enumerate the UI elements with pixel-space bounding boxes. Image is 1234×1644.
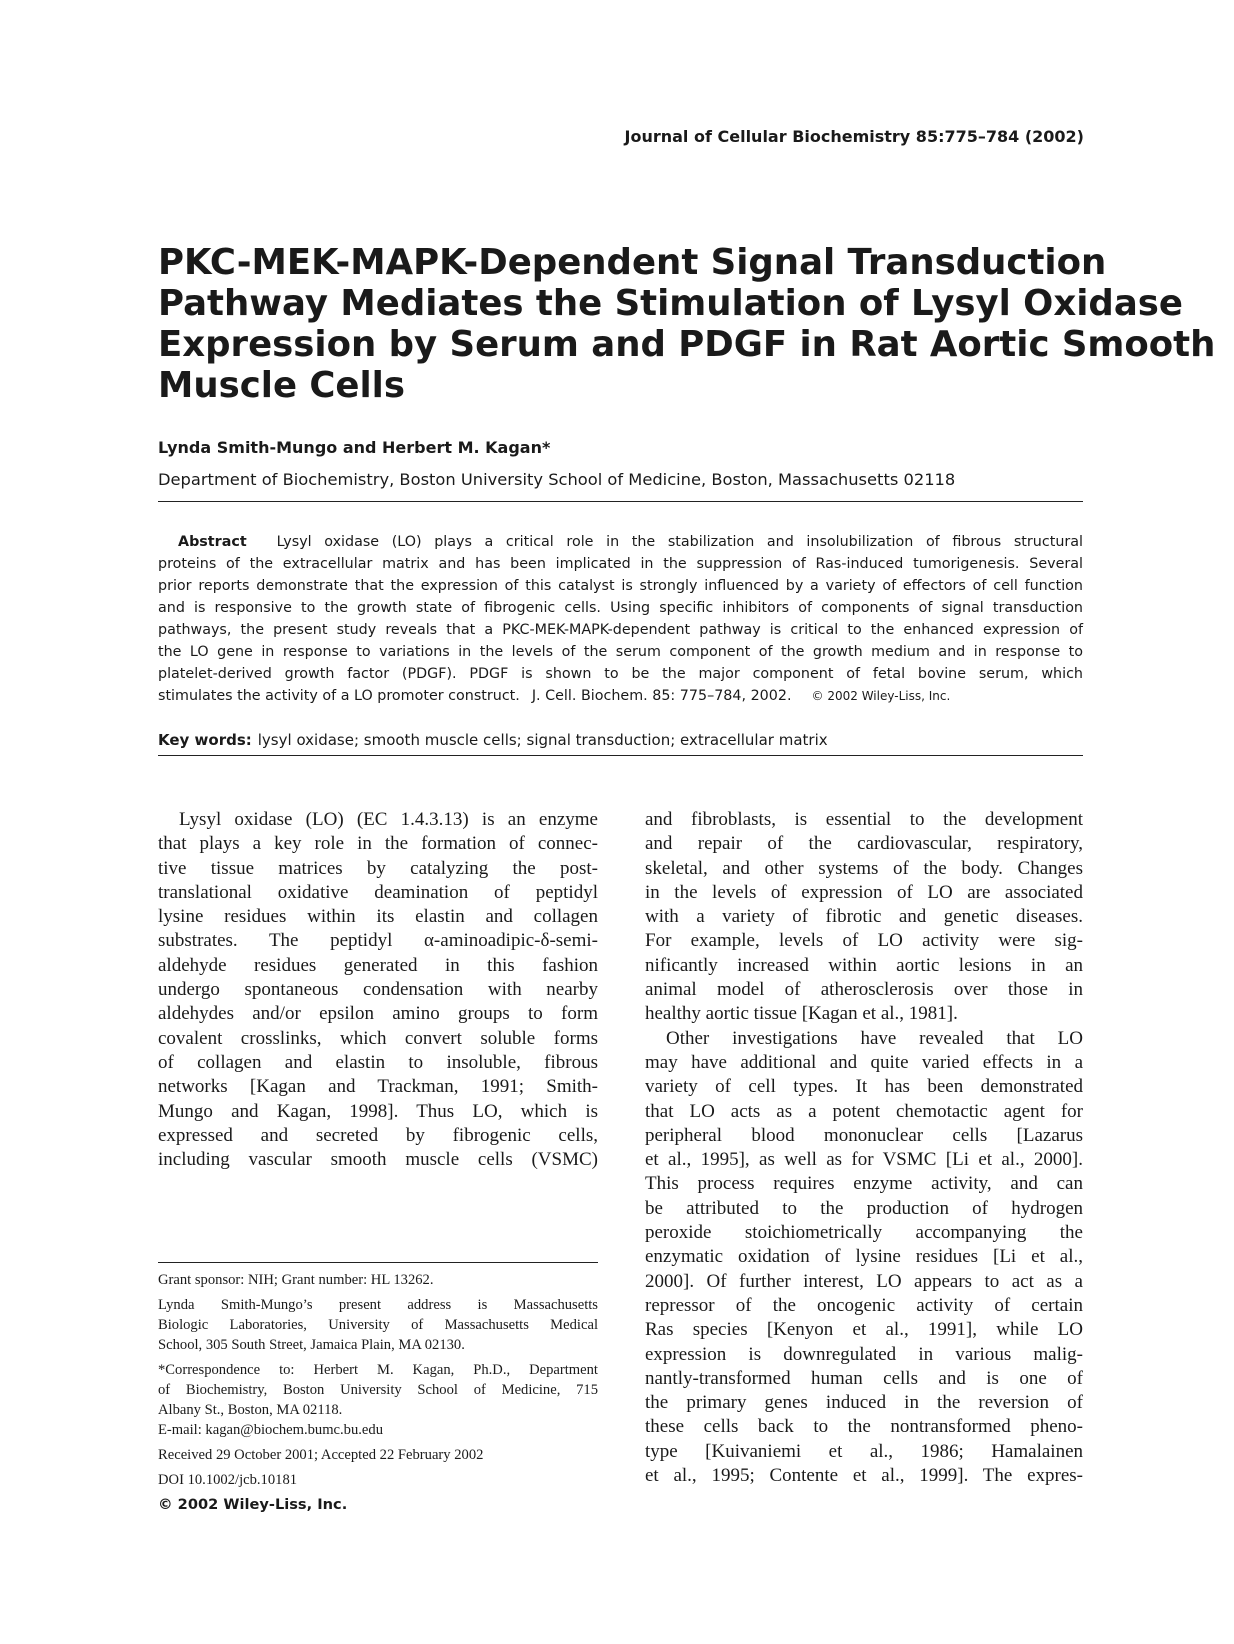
keywords — [158, 731, 828, 749]
body-line: translational oxidative deamination of peptidyl — [158, 881, 598, 903]
body-line: with a variety of fibrotic and genetic diseases. — [645, 906, 1083, 928]
footnote-doi: DOI 10.1002/jcb.10181 — [158, 1472, 298, 1488]
body-line: may have additional and quite varied effects in a — [645, 1051, 1083, 1073]
body-line: This process requires enzyme activity, and can — [645, 1173, 1083, 1195]
body-line: these cells back to the nontransformed pheno- — [645, 1416, 1083, 1438]
keywords-text: lysyl oxidase; smooth muscle cells; signal transduction; extracellular matrix — [257, 731, 828, 749]
body-line: et al., 1995], as well as for VSMC [Li et al., 2000]. — [645, 1149, 1083, 1171]
body-column-left — [158, 808, 598, 1172]
body-line: that LO acts as a potent chemotactic agent for — [645, 1100, 1083, 1122]
body-line: For example, levels of LO activity were sig- — [645, 930, 1083, 952]
title-line: Muscle Cells — [158, 365, 405, 406]
body-line: lysine residues within its elastin and collagen — [158, 906, 598, 928]
body-line: variety of cell types. It has been demonstrated — [645, 1076, 1083, 1098]
body-line: aldehyde residues generated in this fashion — [158, 954, 598, 976]
abstract-line: Abstract Lysyl oxidase (LO) plays a critical role in the stabilization and insolubilization of fibrous structural — [178, 534, 1083, 550]
keywords-label: Key words: — [158, 731, 252, 749]
abstract-line: stimulates the activity of a LO promoter construct. J. Cell. Biochem. 85: 775–784, 2002. © 2002 Wiley-Liss, Inc. — [158, 688, 951, 704]
body-line: repressor of the oncogenic activity of certain — [645, 1294, 1083, 1316]
body-line: undergo spontaneous condensation with nearby — [158, 979, 598, 1001]
abstract-line: prior reports demonstrate that the expression of this catalyst is strongly influenced by a variety of effectors of cell function — [158, 578, 1083, 594]
footnotes — [158, 1270, 598, 1515]
body-line: of collagen and elastin to insoluble, fibrous — [158, 1051, 598, 1073]
divider — [158, 501, 1083, 502]
body-column-right — [645, 808, 1083, 1488]
body-line: nantly-transformed human cells and is one of — [645, 1367, 1083, 1389]
body-line: Other investigations have revealed that LO — [666, 1027, 1083, 1049]
body-line: aldehydes and/or epsilon amino groups to form — [158, 1003, 598, 1025]
abstract-line: platelet-derived growth factor (PDGF). PDGF is shown to be the major component of fetal bovine serum, which — [158, 666, 1083, 682]
abstract-line: proteins of the extracellular matrix and has been implicated in the suppression of Ras-induced tumorigenesis. Several — [158, 556, 1083, 572]
footnote-address: Lynda Smith-Mungo’s present address is Massachusetts Biologic Laboratories, University of Massachusetts Medical School, 305 South Street, Jamaica Plain, MA 02130. — [158, 1297, 598, 1353]
body-line: skeletal, and other systems of the body. Changes — [645, 857, 1083, 879]
authors: Lynda Smith-Mungo and Herbert M. Kagan* — [158, 438, 551, 457]
body-line: expressed and secreted by fibrogenic cells, — [158, 1124, 598, 1146]
footnote-correspondence: *Correspondence to: Herbert M. Kagan, Ph.D., Department of Biochemistry, Boston University School of Medicine, 715 Albany St., Boston, MA 02118. — [158, 1362, 598, 1418]
body-line: in the levels of expression of LO are associated — [645, 881, 1083, 903]
body-line: the primary genes induced in the reversion of — [645, 1392, 1083, 1414]
affiliation: Department of Biochemistry, Boston University School of Medicine, Boston, Massachusetts 02118 — [158, 470, 956, 489]
title-line: Pathway Mediates the Stimulation of Lysyl Oxidase — [158, 283, 1183, 324]
footnote-email[interactable]: E-mail: kagan@biochem.bumc.bu.edu — [158, 1422, 383, 1438]
body-line: type [Kuivaniemi et al., 1986; Hamalainen — [645, 1440, 1083, 1462]
body-line: healthy aortic tissue [Kagan et al., 1981]. — [645, 1003, 958, 1025]
body-line: substrates. The peptidyl α-aminoadipic-δ-semi- — [158, 930, 598, 952]
body-line: tive tissue matrices by catalyzing the post- — [158, 857, 598, 879]
body-line: Lysyl oxidase (LO) (EC 1.4.3.13) is an enzyme — [179, 809, 598, 830]
abstract — [158, 531, 1083, 707]
footnote-grant: Grant sponsor: NIH; Grant number: HL 13262. — [158, 1272, 434, 1288]
divider — [158, 755, 1083, 756]
abstract-line: pathways, the present study reveals that a PKC-MEK-MAPK-dependent pathway is critical to the enhanced expression of — [158, 622, 1083, 638]
article-title — [158, 242, 1216, 406]
body-line: networks [Kagan and Trackman, 1991; Smith- — [158, 1076, 598, 1098]
body-line: that plays a key role in the formation of connec- — [158, 833, 598, 855]
body-line: peripheral blood mononuclear cells [Lazarus — [645, 1124, 1083, 1146]
body-line: and fibroblasts, is essential to the development — [645, 809, 1083, 830]
abstract-label: Abstract — [178, 534, 247, 550]
body-line: and repair of the cardiovascular, respiratory, — [645, 833, 1083, 855]
abstract-copyright: © 2002 Wiley-Liss, Inc. — [811, 689, 951, 703]
abstract-line: and is responsive to the growth state of fibrogenic cells. Using specific inhibitors of components of signal transduction — [158, 600, 1083, 616]
abstract-citation: J. Cell. Biochem. 85: 775–784, 2002. — [531, 688, 792, 704]
footnote-copyright: © 2002 Wiley-Liss, Inc. — [158, 1496, 348, 1513]
title-line: PKC-MEK-MAPK-Dependent Signal Transduction — [158, 242, 1107, 283]
journal-citation: Journal of Cellular Biochemistry 85:775–784 (2002) — [624, 127, 1084, 146]
body-line: et al., 1995; Contente et al., 1999]. The expres- — [645, 1465, 1083, 1487]
body-line: Mungo and Kagan, 1998]. Thus LO, which is — [158, 1100, 598, 1122]
body-line: including vascular smooth muscle cells (VSMC) — [158, 1149, 598, 1171]
body-line: be attributed to the production of hydrogen — [645, 1197, 1083, 1219]
body-line: animal model of atherosclerosis over those in — [645, 979, 1083, 1001]
body-line: covalent crosslinks, which convert soluble forms — [158, 1027, 598, 1049]
body-line: expression is downregulated in various malig- — [645, 1343, 1083, 1365]
title-line: Expression by Serum and PDGF in Rat Aortic Smooth — [158, 324, 1216, 365]
footnote-divider — [158, 1262, 598, 1263]
body-line: 2000]. Of further interest, LO appears to act as a — [645, 1270, 1083, 1292]
abstract-line: the LO gene in response to variations in the levels of the serum component of the growth medium and in response to — [158, 644, 1083, 660]
footnote-received: Received 29 October 2001; Accepted 22 February 2002 — [158, 1447, 484, 1463]
body-line: nificantly increased within aortic lesions in an — [645, 954, 1083, 976]
body-line: enzymatic oxidation of lysine residues [Li et al., — [645, 1246, 1083, 1268]
body-line: peroxide stoichiometrically accompanying the — [645, 1222, 1083, 1244]
body-line: Ras species [Kenyon et al., 1991], while LO — [645, 1319, 1083, 1341]
